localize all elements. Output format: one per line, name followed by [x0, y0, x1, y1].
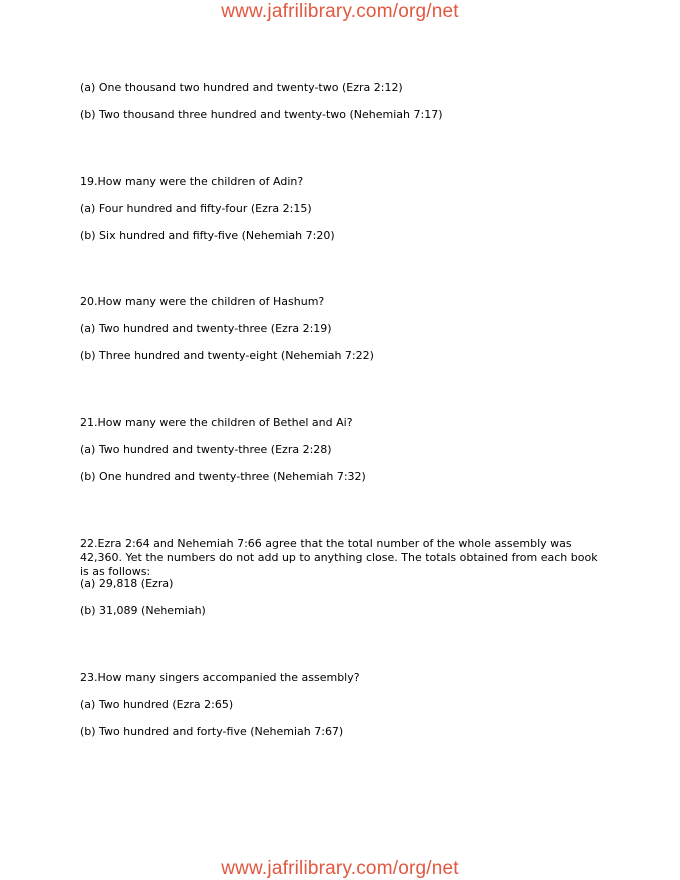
q20-question: 20.How many were the children of Hashum? — [80, 295, 325, 308]
q18-answer-b: (b) Two thousand three hundred and twenty-two (Nehemiah 7:17) — [80, 108, 443, 121]
q21-question: 21.How many were the children of Bethel and Ai? — [80, 416, 353, 429]
q22-answer-a: (a) 29,818 (Ezra) — [80, 577, 174, 590]
q21-answer-a: (a) Two hundred and twenty-three (Ezra 2:28) — [80, 443, 332, 456]
q19-question: 19.How many were the children of Adin? — [80, 175, 304, 188]
q19-answer-b: (b) Six hundred and fifty-five (Nehemiah 7:20) — [80, 229, 335, 242]
q23-question: 23.How many singers accompanied the assembly? — [80, 671, 360, 684]
q22-question: 22.Ezra 2:64 and Nehemiah 7:66 agree that the total number of the whole assembly was 42,360. Yet the numbers do not add up to anything close. The totals obtained from each book is as follows: — [80, 537, 598, 578]
q23-answer-a: (a) Two hundred (Ezra 2:65) — [80, 698, 234, 711]
q20-answer-b: (b) Three hundred and twenty-eight (Nehemiah 7:22) — [80, 349, 374, 362]
q21-answer-b: (b) One hundred and twenty-three (Nehemiah 7:32) — [80, 470, 366, 483]
footer-watermark: www.jafrilibrary.com/org/net — [221, 858, 459, 879]
q18-answer-a: (a) One thousand two hundred and twenty-two (Ezra 2:12) — [80, 81, 403, 94]
q23-answer-b: (b) Two hundred and forty-five (Nehemiah 7:67) — [80, 725, 344, 738]
q20-answer-a: (a) Two hundred and twenty-three (Ezra 2:19) — [80, 322, 332, 335]
q22-answer-b: (b) 31,089 (Nehemiah) — [80, 604, 206, 617]
q19-answer-a: (a) Four hundred and fifty-four (Ezra 2:15) — [80, 202, 312, 215]
header-watermark: www.jafrilibrary.com/org/net — [221, 1, 459, 22]
